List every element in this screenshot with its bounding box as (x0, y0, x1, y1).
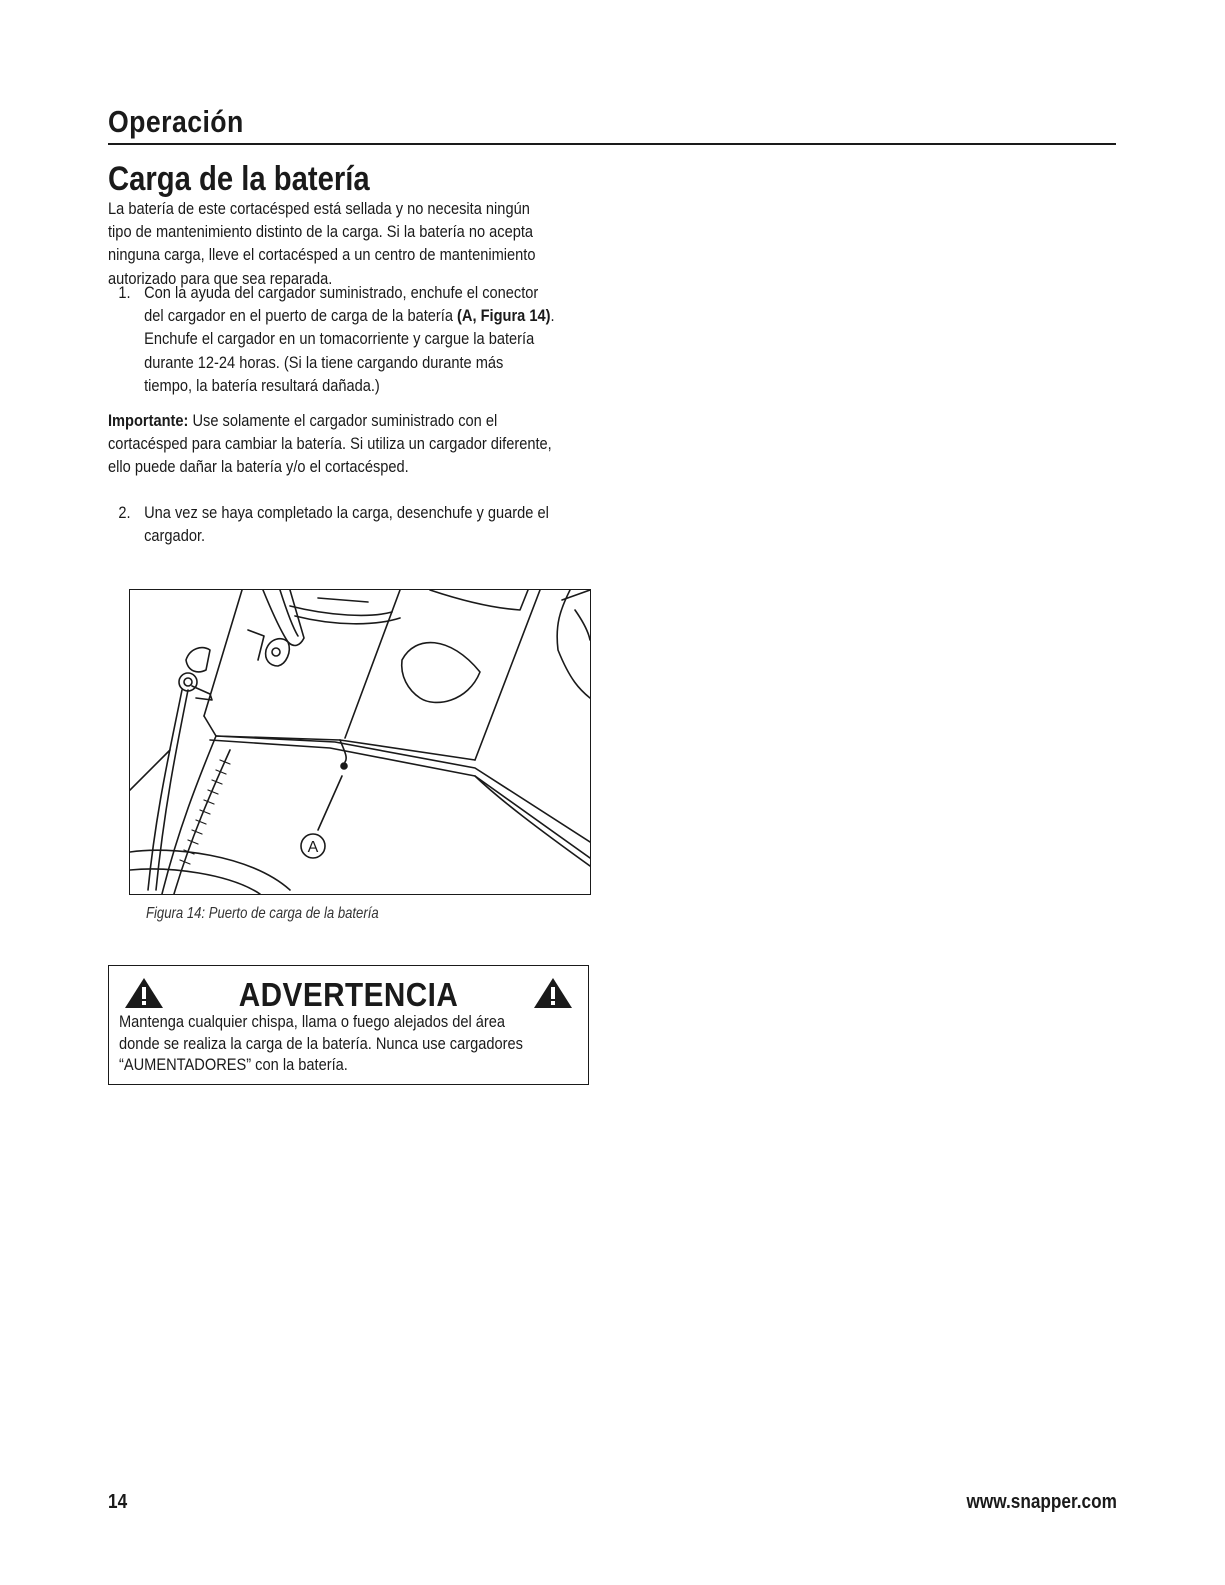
step-line: cargador. (144, 526, 206, 546)
step-line: tiempo, la batería resultará dañada.) (144, 375, 380, 395)
warning-text (119, 1011, 583, 1076)
step-text (144, 501, 589, 547)
intro-line: ninguna carga, lleve el cortacésped a un centro de mantenimiento (108, 245, 536, 265)
important-line: cortacésped para cambiar la batería. Si utiliza un cargador diferente, (108, 434, 552, 454)
battery-port-illustration (130, 590, 590, 894)
warning-line: Mantenga cualquier chispa, llama o fuego alejados del área (119, 1012, 506, 1031)
step-line (144, 304, 589, 327)
figure-caption: Figura 14: Puerto de carga de la batería (146, 905, 379, 922)
figure-battery-charge-port (129, 589, 591, 895)
step-line: Una vez se haya completado la carga, desenchufe y guarde el (144, 503, 549, 522)
warning-line: “AUMENTADORES” con la batería. (119, 1055, 348, 1075)
step-line-text: . (550, 306, 555, 326)
intro-line: tipo de mantenimiento distinto de la carga. Si la batería no acepta (108, 222, 534, 242)
website-link[interactable]: www.snapper.com (966, 1491, 1117, 1513)
step-number: 1. (118, 283, 131, 302)
warning-box (108, 965, 589, 1085)
section-title: Operación (108, 104, 244, 139)
intro-line: autorizado para que sea reparada. (108, 268, 333, 288)
intro-line: La batería de este cortacésped está sellada y no necesita ningún (108, 199, 530, 218)
intro-paragraph (108, 197, 590, 290)
step-line-text: del cargador en el puerto de carga de la batería (144, 306, 458, 326)
important-note (108, 409, 590, 479)
step-line: durante 12-24 horas. (Si la tiene cargando durante más (144, 352, 504, 372)
important-line (108, 409, 590, 432)
step-line: Con la ayuda del cargador suministrado, enchufe el conector (144, 283, 539, 302)
page-number: 14 (108, 1491, 128, 1513)
step-text (144, 281, 589, 397)
subsection-title: Carga de la batería (108, 160, 370, 198)
important-text: Use solamente el cargador suministrado con el (188, 411, 498, 430)
important-label: Importante: (108, 411, 189, 430)
step-line: Enchufe el cargador en un tomacorriente y cargue la batería (144, 329, 535, 349)
warning-title: ADVERTENCIA (238, 976, 459, 1013)
important-line: ello puede dañar la batería y/o el cortacésped. (108, 457, 409, 477)
warning-line: donde se realiza la carga de la batería. Nunca use cargadores (119, 1033, 523, 1053)
step-number: 2. (118, 503, 131, 522)
header-rule (108, 143, 1116, 145)
callout-label: A (307, 839, 319, 856)
figure-reference: (A, Figura 14) (457, 306, 551, 326)
warning-triangle-icon (532, 976, 574, 1010)
